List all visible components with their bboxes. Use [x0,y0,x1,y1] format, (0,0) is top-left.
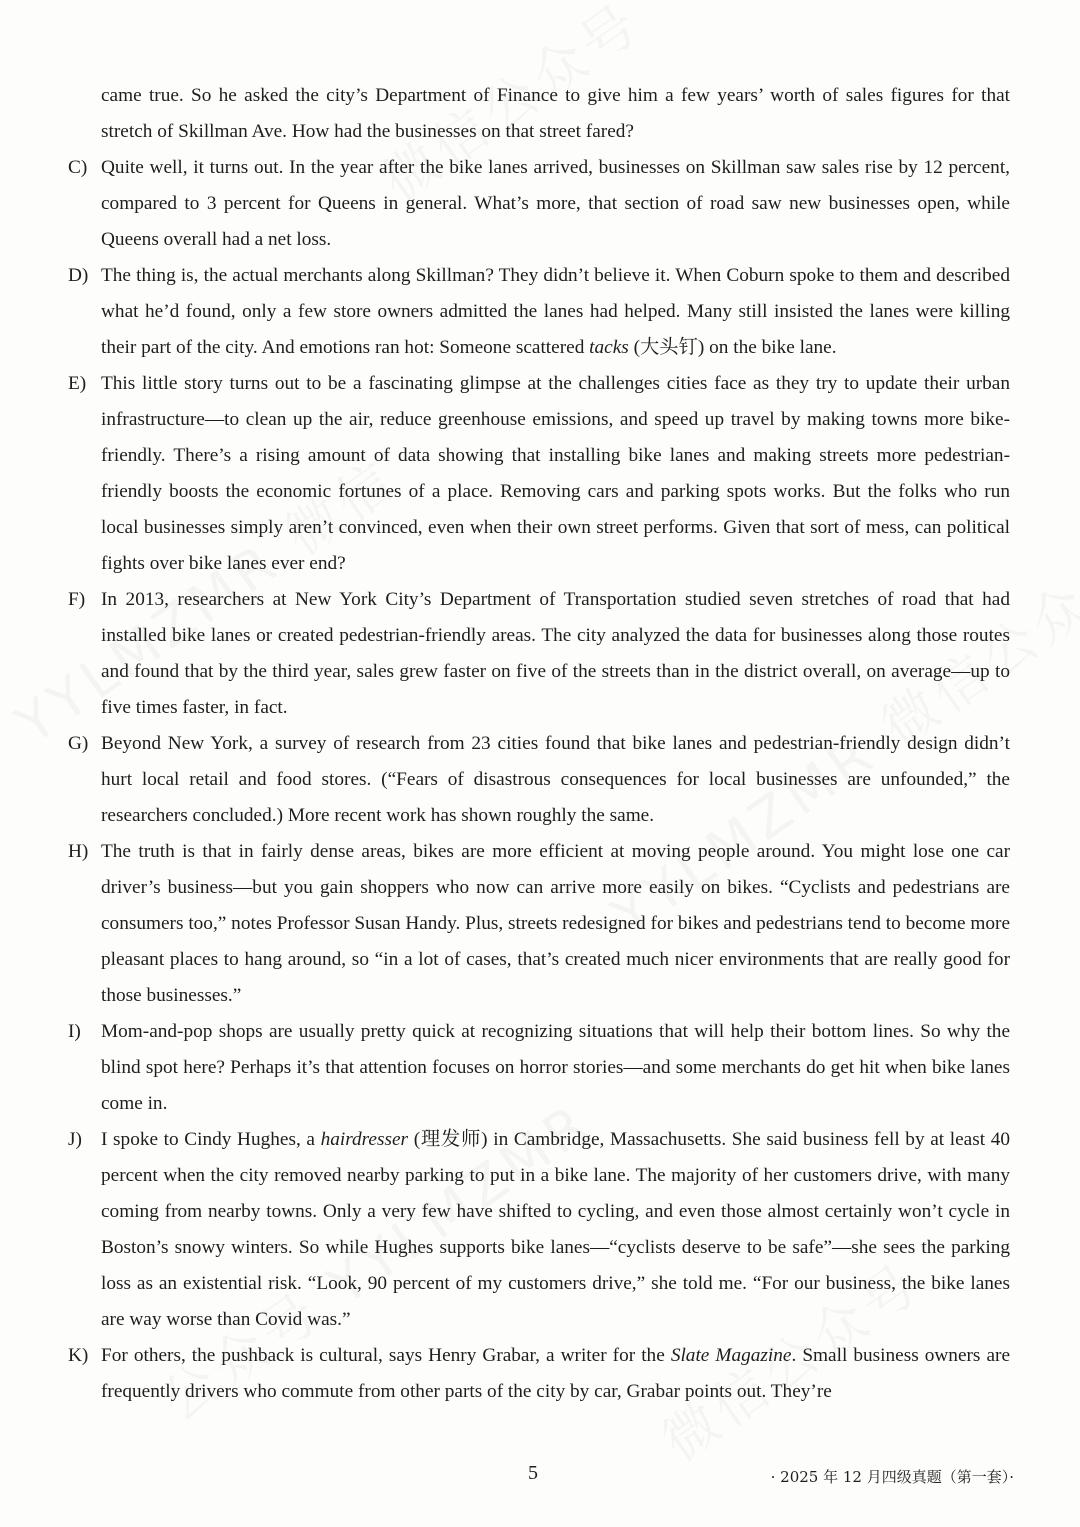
paragraph-text: This little story turns out to be a fascinating glimpse at the challenges cities face as they try to update their urban infrastructure—to clean up the air, reduce greenhouse emissions, and speed up travel by making towns more bike-friendly. There’s a rising amount of data showing that installing bike lanes and making streets more pedestrian-friendly boosts the economic fortunes of a place. Removing cars and parking spots works. But the folks who run local businesses simply aren’t convinced, even when their own street performs. Given that sort of mess, can political fights over bike lanes ever end? [101,373,1010,574]
paragraph-text: (理发师) in Cambridge, Massachusetts. She said business fell by at least 40 percent when the city removed nearby parking to put in a bike lane. The majority of her customers drive, with many coming from nearby towns. Only a very few have shifted to cycling, and even those almost certainly won’t cycle in Boston’s snowy winters. So while Hughes supports bike lanes—“cyclists deserve to be safe”—she sees the parking loss as an existential risk. “Look, 90 percent of my customers drive,” she told me. “For our business, the bike lanes are way worse than Covid was.” [101,1129,1010,1330]
paragraph-text: (大头钉) on the bike lane. [628,337,837,358]
paragraph-label: G) [68,733,89,754]
paragraph-g [68,726,1010,834]
paragraph-label: F) [68,589,86,610]
italic-term: tacks [589,337,629,358]
paragraph-continued [68,78,1010,150]
paragraph-label: K) [68,1345,89,1366]
paragraph-k [68,1338,1010,1410]
paragraph-text: Mom-and-pop shops are usually pretty quick at recognizing situations that will help their bottom lines. So why the blind spot here? Perhaps it’s that attention focuses on horror stories—and some merchants do get hit when bike lanes come in. [101,1021,1010,1114]
paragraph-text: The truth is that in fairly dense areas, bikes are more efficient at moving people around. You might lose one car driver’s business—but you gain shoppers who now can arrive more easily on bikes. “Cyclists and pedestrians are consumers too,” notes Professor Susan Handy. Plus, streets redesigned for bikes and pedestrians tend to become more pleasant places to hang around, so “in a lot of cases, that’s created much nicer environments that are really good for those businesses.” [101,841,1010,1006]
paragraph-i [68,1014,1010,1122]
paragraph-label: C) [68,157,88,178]
paragraph-text: I spoke to Cindy Hughes, a [101,1129,321,1150]
italic-term: Slate Magazine [670,1345,792,1366]
paragraph-text: Quite well, it turns out. In the year after the bike lanes arrived, businesses on Skillman saw sales rise by 12 percent, compared to 3 percent for Queens in general. What’s more, that section of road saw new businesses open, while Queens overall had a net loss. [101,157,1010,250]
paragraph-label: J) [68,1129,82,1150]
paragraph-e [68,366,1010,582]
paragraph-text: For others, the pushback is cultural, says Henry Grabar, a writer for the [101,1345,671,1366]
page-number: 5 [528,1462,538,1484]
paragraph-text: In 2013, researchers at New York City’s Department of Transportation studied seven stretches of road that had installed bike lanes or created pedestrian-friendly areas. The city analyzed the data for businesses along those routes and found that by the third year, sales grew faster on five of the streets than in the district overall, on average—up to five times faster, in fact. [101,589,1010,718]
paragraph-f [68,582,1010,726]
paragraph-j [68,1122,1010,1338]
paragraph-label: D) [68,265,89,286]
paragraph-text: . Small business owners are frequently drivers who commute from other parts of the city by car, Grabar points out. They’re [101,1345,1011,1402]
paragraph-label: I) [68,1021,81,1042]
paragraph-d [68,258,1010,366]
paragraph-c [68,150,1010,258]
italic-term: hairdresser [320,1129,409,1150]
paragraph-label: E) [68,373,87,394]
paragraph-text: came true. So he asked the city’s Department of Finance to give him a few years’ worth of sales figures for that stretch of Skillman Ave. How had the businesses on that street fared? [101,85,1010,142]
exam-info: · 2025 年 12 月四级真题（第一套）· [770,1468,1014,1486]
paragraph-text: The thing is, the actual merchants along Skillman? They didn’t believe it. When Coburn spoke to them and described what he’d found, only a few store owners admitted the lanes had helped. Many still insisted the lanes were killing their part of the city. And emotions ran hot: Someone scattered [101,265,1010,358]
paragraph-label: H) [68,841,89,862]
passage [68,78,1010,1410]
paragraph-text: Beyond New York, a survey of research from 23 cities found that bike lanes and pedestrian-friendly design didn’t hurt local retail and food stores. (“Fears of disastrous consequences for local businesses are unfounded,” the researchers concluded.) More recent work has shown roughly the same. [101,733,1010,826]
paragraph-h [68,834,1010,1014]
